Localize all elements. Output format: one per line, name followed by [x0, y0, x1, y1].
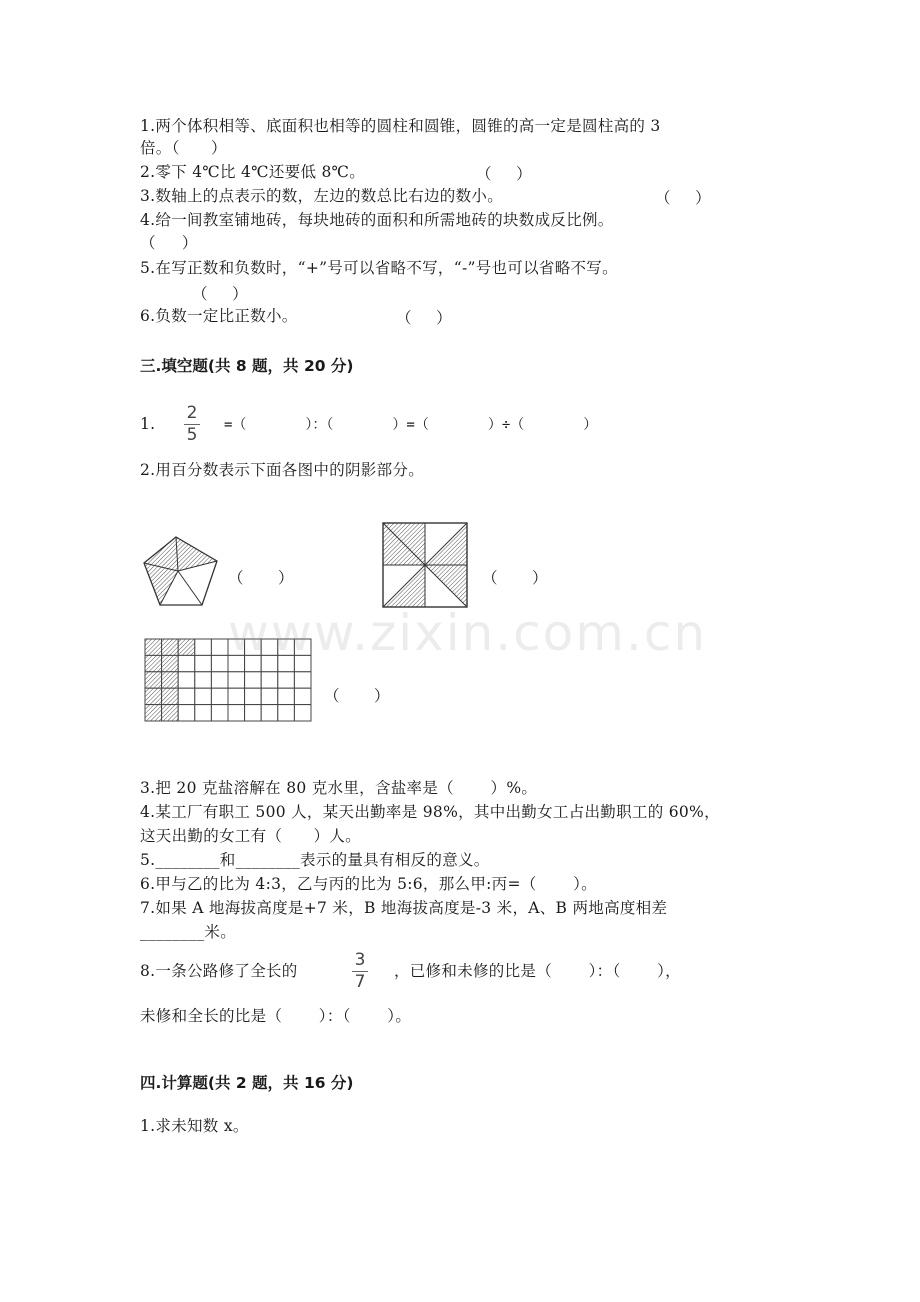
judge-q3: 3.数轴上的点表示的数，左边的数总比右边的数小。 — [140, 187, 503, 205]
grid-cell-shaded — [145, 655, 162, 671]
grid-cell — [195, 688, 212, 704]
grid-cell — [195, 639, 212, 655]
fig3-answer[interactable]: （ ） — [324, 687, 390, 705]
grid-cell-shaded — [145, 688, 162, 704]
grid-cell — [195, 672, 212, 688]
grid-cell-shaded — [162, 705, 179, 721]
grid-cell — [245, 705, 262, 721]
fill-q3: 3.把 20 克盐溶解在 80 克水里，含盐率是（ ）%。 — [140, 779, 538, 797]
grid-cell — [211, 639, 228, 655]
grid-cell — [278, 705, 295, 721]
fill-q2: 2.用百分数表示下面各图中的阴影部分。 — [140, 461, 424, 479]
grid-cell — [228, 705, 245, 721]
fill-q4-line2: 这天出勤的女工有（ ）人。 — [140, 827, 361, 845]
grid-cell-shaded — [162, 639, 179, 655]
grid-cell — [228, 672, 245, 688]
grid-cell — [278, 688, 295, 704]
judge-q3-answer[interactable]: （ ） — [655, 189, 711, 207]
grid-cell-shaded — [145, 672, 162, 688]
fill-q8-fraction — [352, 951, 368, 992]
fill-q8-line2: 未修和全长的比是（ ）：（ ）。 — [140, 1007, 412, 1025]
grid-cell-shaded — [162, 672, 179, 688]
section3-heading: 三.填空题(共 8 题，共 20 分) — [140, 357, 354, 375]
fill-q8-end: ，已修和未修的比是（ ）：（ ）， — [394, 962, 681, 980]
fill-q1-blanks[interactable]: =（ ）：（ ）=（ ）÷（ ） — [224, 417, 598, 433]
grid-cell — [228, 688, 245, 704]
grid-cell — [245, 672, 262, 688]
calc-q1: 1.求未知数 x。 — [140, 1117, 249, 1135]
grid-cell — [211, 672, 228, 688]
grid-cell — [261, 672, 278, 688]
judge-q1-line1: 1.两个体积相等、底面积也相等的圆柱和圆锥，圆锥的高一定是圆柱高的 3 — [140, 117, 661, 135]
grid-cell — [294, 672, 311, 688]
fill-q4-line1: 4.某工厂有职工 500 人，某天出勤率是 98%，其中出勤女工占出勤职工的 60%， — [140, 803, 720, 821]
grid-cell — [261, 688, 278, 704]
fill-q1-fraction — [184, 404, 200, 445]
section4-heading: 四.计算题(共 2 题，共 16 分) — [140, 1074, 354, 1092]
judge-q2-answer[interactable]: （ ） — [476, 165, 532, 183]
fraction-numerator: 3 — [354, 950, 366, 970]
grid-cell — [178, 705, 195, 721]
judge-q2: 2.零下 4℃比 4℃还要低 8℃。 — [140, 163, 366, 181]
fig1-answer[interactable]: （ ） — [228, 569, 294, 587]
judge-q4-line1: 4.给一间教室铺地砖，每块地砖的面积和所需地砖的块数成反比例。 — [140, 211, 614, 229]
grid-cell — [261, 705, 278, 721]
fill-q5: 5.________和________表示的量具有相反的意义。 — [140, 851, 490, 869]
grid-cell — [211, 688, 228, 704]
square-figure — [382, 522, 468, 608]
grid-cell — [211, 705, 228, 721]
watermark: www.zixin.com.cn — [228, 604, 708, 662]
fill-q8-start: 8.一条公路修了全长的 — [140, 962, 298, 980]
judge-q4-answer[interactable]: （ ） — [140, 234, 198, 252]
grid-cell — [211, 655, 228, 671]
fraction-denominator: 7 — [354, 972, 366, 992]
fraction-numerator: 2 — [186, 403, 198, 423]
judge-q5-answer[interactable]: （ ） — [192, 285, 248, 303]
grid-cell-shaded — [145, 639, 162, 655]
grid-cell — [294, 688, 311, 704]
fill-q1-number: 1. — [140, 415, 156, 433]
grid-cell — [178, 688, 195, 704]
fill-q6: 6.甲与乙的比为 4:3，乙与丙的比为 5:6，那么甲:丙=（ ）。 — [140, 875, 597, 893]
grid-cell — [294, 705, 311, 721]
judge-q6: 6.负数一定比正数小。 — [140, 307, 298, 325]
judge-q1-line2: 倍。（ ） — [140, 139, 227, 157]
pentagon-figure — [140, 533, 222, 609]
grid-cell-shaded — [145, 705, 162, 721]
judge-q5-line1: 5.在写正数和负数时，“+”号可以省略不写，“-”号也可以省略不写。 — [140, 259, 618, 277]
fill-q7-line1: 7.如果 A 地海拔高度是+7 米，B 地海拔高度是-3 米，A、B 两地高度相差 — [140, 899, 668, 917]
grid-cell-shaded — [178, 639, 195, 655]
grid-cell — [178, 655, 195, 671]
grid-cell — [178, 672, 195, 688]
grid-cell — [195, 655, 212, 671]
fig2-answer[interactable]: （ ） — [482, 569, 548, 587]
grid-cell — [195, 705, 212, 721]
fraction-denominator: 5 — [186, 425, 198, 445]
judge-q6-answer[interactable]: （ ） — [396, 309, 452, 327]
grid-cell — [245, 688, 262, 704]
grid-cell-shaded — [162, 688, 179, 704]
fill-q7-line2: ________米。 — [140, 923, 237, 941]
grid-cell-shaded — [162, 655, 179, 671]
grid-cell — [278, 672, 295, 688]
